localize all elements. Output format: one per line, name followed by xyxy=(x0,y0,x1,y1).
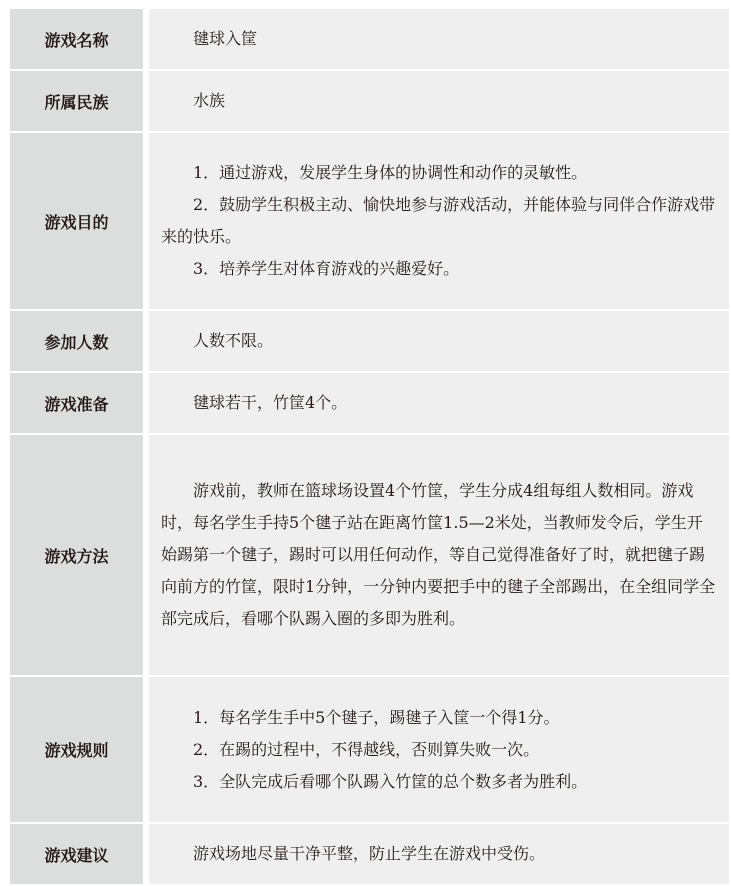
paragraph: 1．每名学生手中5个毽子，踢毽子入筐一个得1分。 xyxy=(193,707,560,727)
paragraph: 3．培养学生对体育游戏的兴趣爱好。 xyxy=(193,259,460,278)
label-method: 游戏方法 xyxy=(10,434,146,676)
paragraph: 毽球若干，竹筐4个。 xyxy=(193,393,348,412)
label-game-name: 游戏名称 xyxy=(10,8,146,70)
paragraph: 水族 xyxy=(193,91,226,110)
value-advice xyxy=(146,823,729,885)
label-game-goal: 游戏目的 xyxy=(10,132,146,310)
paragraph: 游戏前，教师在篮球场设置4个竹筐，学生分成4组每组人数相同。游戏时，每名学生手持5个毽子站在距离竹筐1.5—2米处，当教师发令后，学生开始踢第一个毽子，踢时可以用任何动作，等自己觉得准备好了时，就把毽子踢向前方的竹筐，限时1分钟，一分钟内要把手中的毽子全部踢出，在全组同学全部完成后，看哪个队踢入圈的多即为胜利。 xyxy=(161,481,716,628)
label-advice: 游戏建议 xyxy=(10,823,146,885)
value-rules xyxy=(146,676,729,823)
label-participants: 参加人数 xyxy=(10,310,146,372)
label-preparation: 游戏准备 xyxy=(10,372,146,434)
game-info-table xyxy=(10,7,729,886)
paragraph: 1．通过游戏，发展学生身体的协调性和动作的灵敏性。 xyxy=(193,163,588,182)
value-game-name xyxy=(146,8,729,70)
value-preparation xyxy=(146,372,729,434)
label-ethnic-group: 所属民族 xyxy=(10,70,146,132)
value-participants xyxy=(146,310,729,372)
row-game-name xyxy=(10,8,729,70)
row-advice xyxy=(10,823,729,885)
paragraph: 游戏场地尽量干净平整，防止学生在游戏中受伤。 xyxy=(193,844,546,863)
value-game-goal xyxy=(146,132,729,310)
row-game-goal xyxy=(10,132,729,310)
label-rules: 游戏规则 xyxy=(10,676,146,823)
row-ethnic-group xyxy=(10,70,729,132)
value-ethnic-group xyxy=(146,70,729,132)
paragraph: 毽球入筐 xyxy=(193,29,258,48)
row-rules xyxy=(10,676,729,823)
paragraph: 2．鼓励学生积极主动、愉快地参与游戏活动，并能体验与同伴合作游戏带来的快乐。 xyxy=(161,195,716,246)
paragraph: 人数不限。 xyxy=(193,331,274,350)
row-preparation xyxy=(10,372,729,434)
paragraph: 3．全队完成后看哪个队踢入竹筐的总个数多者为胜利。 xyxy=(193,771,588,791)
row-method xyxy=(10,434,729,676)
value-method xyxy=(146,434,729,676)
row-participants xyxy=(10,310,729,372)
paragraph: 2．在踢的过程中，不得越线，否则算失败一次。 xyxy=(193,739,540,759)
